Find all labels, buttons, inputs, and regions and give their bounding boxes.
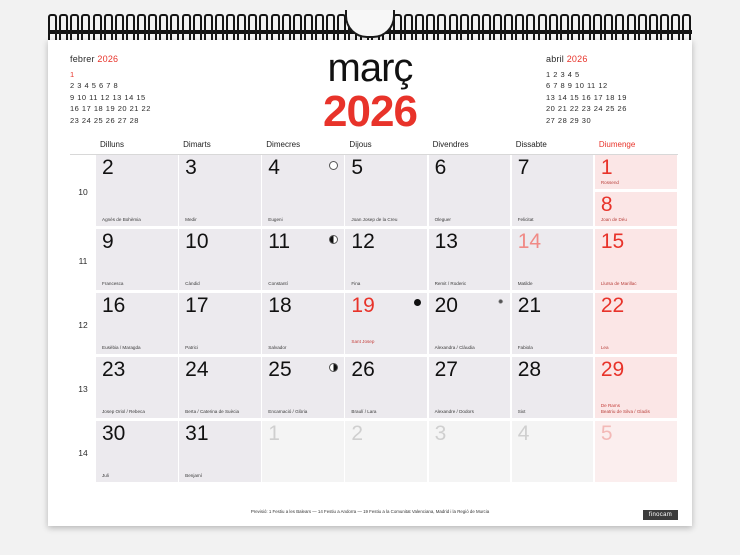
day-number: 1 — [600, 156, 613, 179]
day-number: 15 — [600, 230, 625, 253]
saint-name: Braulí / Lara — [351, 409, 377, 414]
day-cell[interactable] — [345, 357, 427, 418]
weekday-header-dijous: Dijous — [349, 140, 372, 149]
week-number: 12 — [78, 320, 88, 330]
day-number: 11 — [268, 230, 291, 253]
day-number: 17 — [185, 294, 209, 317]
day-cell[interactable] — [179, 229, 261, 290]
saint-name: Oleguer — [434, 217, 451, 222]
mini-next-title — [546, 54, 678, 66]
day-cell[interactable] — [262, 229, 344, 290]
calendar-week-row — [70, 421, 678, 485]
weekday-header-diumenge: Diumenge — [598, 140, 636, 149]
weekday-header-divendres: Divendres — [432, 140, 469, 149]
calendar-sheet — [48, 40, 692, 526]
saint-name: Eugeni — [268, 217, 283, 222]
day-cell[interactable] — [429, 229, 511, 290]
day-number: 31 — [185, 422, 209, 445]
saint-name: Medir — [185, 217, 197, 222]
day-cell[interactable] — [595, 229, 677, 290]
weekday-header-dimarts: Dimarts — [183, 140, 211, 149]
day-cell[interactable] — [96, 155, 178, 226]
day-cell[interactable] — [429, 155, 511, 226]
saint-name: Remit / Roderic — [434, 281, 467, 286]
moon-phase-icon: ✹ — [497, 299, 504, 306]
saint-name: Encarnació / Glòria — [268, 409, 308, 414]
week-number: 11 — [78, 256, 88, 266]
day-number: 12 — [351, 230, 375, 253]
saint-name: Alexandre / Dodors — [434, 409, 474, 414]
week-number: 10 — [78, 187, 88, 197]
day-number: 3 — [434, 422, 447, 445]
mini-next-row: 1 2 3 4 5 — [546, 69, 580, 79]
day-number: 10 — [185, 230, 209, 253]
saint-name: Matilde — [517, 281, 533, 286]
mini-prev-row: 9 10 11 12 13 14 15 — [70, 92, 146, 102]
saint-name: Beatriu de Silva / Gladis — [600, 409, 650, 414]
day-cell[interactable] — [512, 229, 594, 290]
day-cell[interactable] — [96, 229, 178, 290]
saint-name: Benjamí — [185, 473, 202, 478]
weekday-header-dilluns: Dilluns — [100, 140, 125, 149]
day-number: 28 — [517, 358, 542, 381]
moon-phase-icon — [329, 363, 338, 372]
weekday-header-dimecres: Dimecres — [266, 140, 301, 149]
day-number: 4 — [517, 422, 530, 445]
day-cell[interactable] — [512, 155, 594, 226]
mini-next-month: abril — [546, 54, 565, 64]
day-number: 20 — [434, 294, 458, 317]
day-number: 4 — [268, 156, 280, 179]
calendar-rows — [70, 154, 678, 485]
day-number: 29 — [600, 358, 625, 381]
saint-name: Fabiola — [517, 345, 533, 350]
day-cell[interactable] — [512, 421, 594, 482]
day-number: 21 — [517, 294, 542, 317]
day-cell[interactable] — [595, 155, 677, 189]
day-cell[interactable] — [429, 357, 511, 418]
day-number: 13 — [434, 230, 458, 253]
day-cell[interactable] — [345, 155, 427, 226]
saint-name: Alexandra / Clàudia — [434, 345, 475, 350]
calendar-week-row — [70, 155, 678, 229]
day-number: 24 — [185, 358, 209, 381]
day-cell[interactable] — [262, 421, 344, 482]
day-cell[interactable] — [429, 293, 511, 354]
saint-name: Patrici — [185, 345, 198, 350]
day-number: 19 — [351, 294, 375, 317]
saint-name: Lea — [600, 345, 609, 350]
day-cell[interactable] — [179, 155, 261, 226]
saint-name: Sixt — [517, 409, 526, 414]
moon-phase-icon — [329, 235, 338, 244]
mini-prev-year: 2026 — [97, 54, 119, 64]
holiday-label: Sant Josep — [351, 339, 375, 344]
saint-name: Joan Josep de la Creu — [351, 217, 398, 222]
day-number: 25 — [268, 358, 292, 381]
day-number: 16 — [102, 294, 126, 317]
mini-prev-row: 23 24 25 26 27 28 — [70, 115, 139, 125]
moon-phase-icon — [329, 161, 338, 170]
day-cell[interactable] — [512, 357, 594, 418]
sunday-stack — [595, 155, 678, 229]
day-cell[interactable] — [179, 293, 261, 354]
day-cell[interactable] — [595, 357, 677, 418]
saint-name: Constantí — [268, 281, 288, 286]
day-number: 23 — [102, 358, 126, 381]
day-number: 8 — [600, 193, 613, 216]
saint-name: Agnès de Bohèmia — [102, 217, 141, 222]
day-cell[interactable] — [262, 293, 344, 354]
saint-name: Josep Oriol / Rebeca — [102, 409, 145, 414]
day-number: 9 — [102, 230, 114, 253]
month-name: març — [327, 46, 413, 90]
saint-name: Fina — [351, 281, 361, 286]
mini-next-row: 6 7 8 9 10 11 12 — [546, 81, 608, 90]
day-cell[interactable] — [595, 192, 677, 226]
day-cell[interactable] — [96, 421, 178, 482]
saint-name: Berta / Caterina de Suècia — [185, 409, 240, 414]
mini-calendar-next — [546, 54, 678, 126]
day-cell[interactable] — [345, 229, 427, 290]
day-number: 6 — [434, 156, 447, 179]
mini-next-year: 2026 — [566, 54, 588, 64]
day-cell[interactable] — [179, 357, 261, 418]
weekday-header-row — [70, 140, 678, 154]
day-number: 18 — [268, 294, 292, 317]
saint-name: Salvador — [268, 345, 287, 350]
moon-phase-icon — [414, 299, 421, 306]
day-cell[interactable] — [345, 421, 427, 482]
week-number-header — [70, 140, 96, 154]
day-number: 26 — [351, 358, 375, 381]
calendar-grid — [70, 140, 678, 496]
day-number: 1 — [268, 422, 280, 445]
calendar-week-row — [70, 357, 678, 421]
mini-prev-month: febrer — [70, 54, 95, 64]
saint-name: Lluïsa de Marillac — [600, 281, 637, 286]
day-number: 22 — [600, 294, 625, 317]
saint-name: Francesca — [102, 281, 124, 286]
footnote: Previsió: 1 Festiu a les Balears — 14 Festiu a Andorra — 19 Festiu a la Comunitat Valenciana, Madrid i la Regió de Murcia — [250, 509, 490, 514]
day-cell[interactable] — [96, 357, 178, 418]
saint-name: Rossend — [600, 180, 619, 185]
mini-next-row: 13 14 15 16 17 18 19 — [546, 92, 627, 102]
week-number: 13 — [78, 384, 88, 394]
day-cell[interactable] — [512, 293, 594, 354]
year-label: 2026 — [323, 87, 417, 136]
day-cell[interactable] — [96, 293, 178, 354]
day-number: 5 — [600, 422, 613, 445]
day-number: 14 — [517, 230, 542, 253]
day-cell[interactable] — [595, 293, 677, 354]
calendar-week-row — [70, 293, 678, 357]
calendar-week-row — [70, 229, 678, 293]
day-cell[interactable] — [345, 293, 427, 354]
day-cell[interactable] — [595, 421, 677, 482]
saint-name: Joan de Déu — [600, 217, 627, 222]
day-number: 30 — [102, 422, 126, 445]
calendar-header — [48, 40, 692, 136]
mini-next-row: 20 21 22 23 24 25 26 — [546, 104, 627, 113]
week-number: 14 — [78, 448, 88, 458]
day-cell[interactable] — [179, 421, 261, 482]
day-cell[interactable] — [429, 421, 511, 482]
holiday-label: De Rams — [600, 403, 620, 408]
day-number: 3 — [185, 156, 197, 179]
day-number: 7 — [517, 156, 530, 179]
saint-name: Càndid — [185, 281, 200, 286]
mini-prev-row: 16 17 18 19 20 21 22 — [70, 104, 151, 113]
mini-next-row: 27 28 29 30 — [546, 115, 592, 125]
day-number: 2 — [351, 422, 364, 445]
saint-name: Felicitat — [517, 217, 534, 222]
brand-logo: finocam — [643, 510, 678, 520]
saint-name: Juli — [102, 473, 109, 478]
day-cell[interactable] — [262, 357, 344, 418]
mini-prev-row: 2 3 4 5 6 7 8 — [70, 81, 119, 90]
day-cell[interactable] — [262, 155, 344, 226]
day-number: 5 — [351, 156, 364, 179]
saint-name: Eusèbia / Maragda — [102, 345, 141, 350]
mini-prev-row: 1 — [70, 69, 75, 79]
day-number: 2 — [102, 156, 114, 179]
day-number: 27 — [434, 358, 458, 381]
weekday-header-dissabte: Dissabte — [515, 140, 547, 149]
